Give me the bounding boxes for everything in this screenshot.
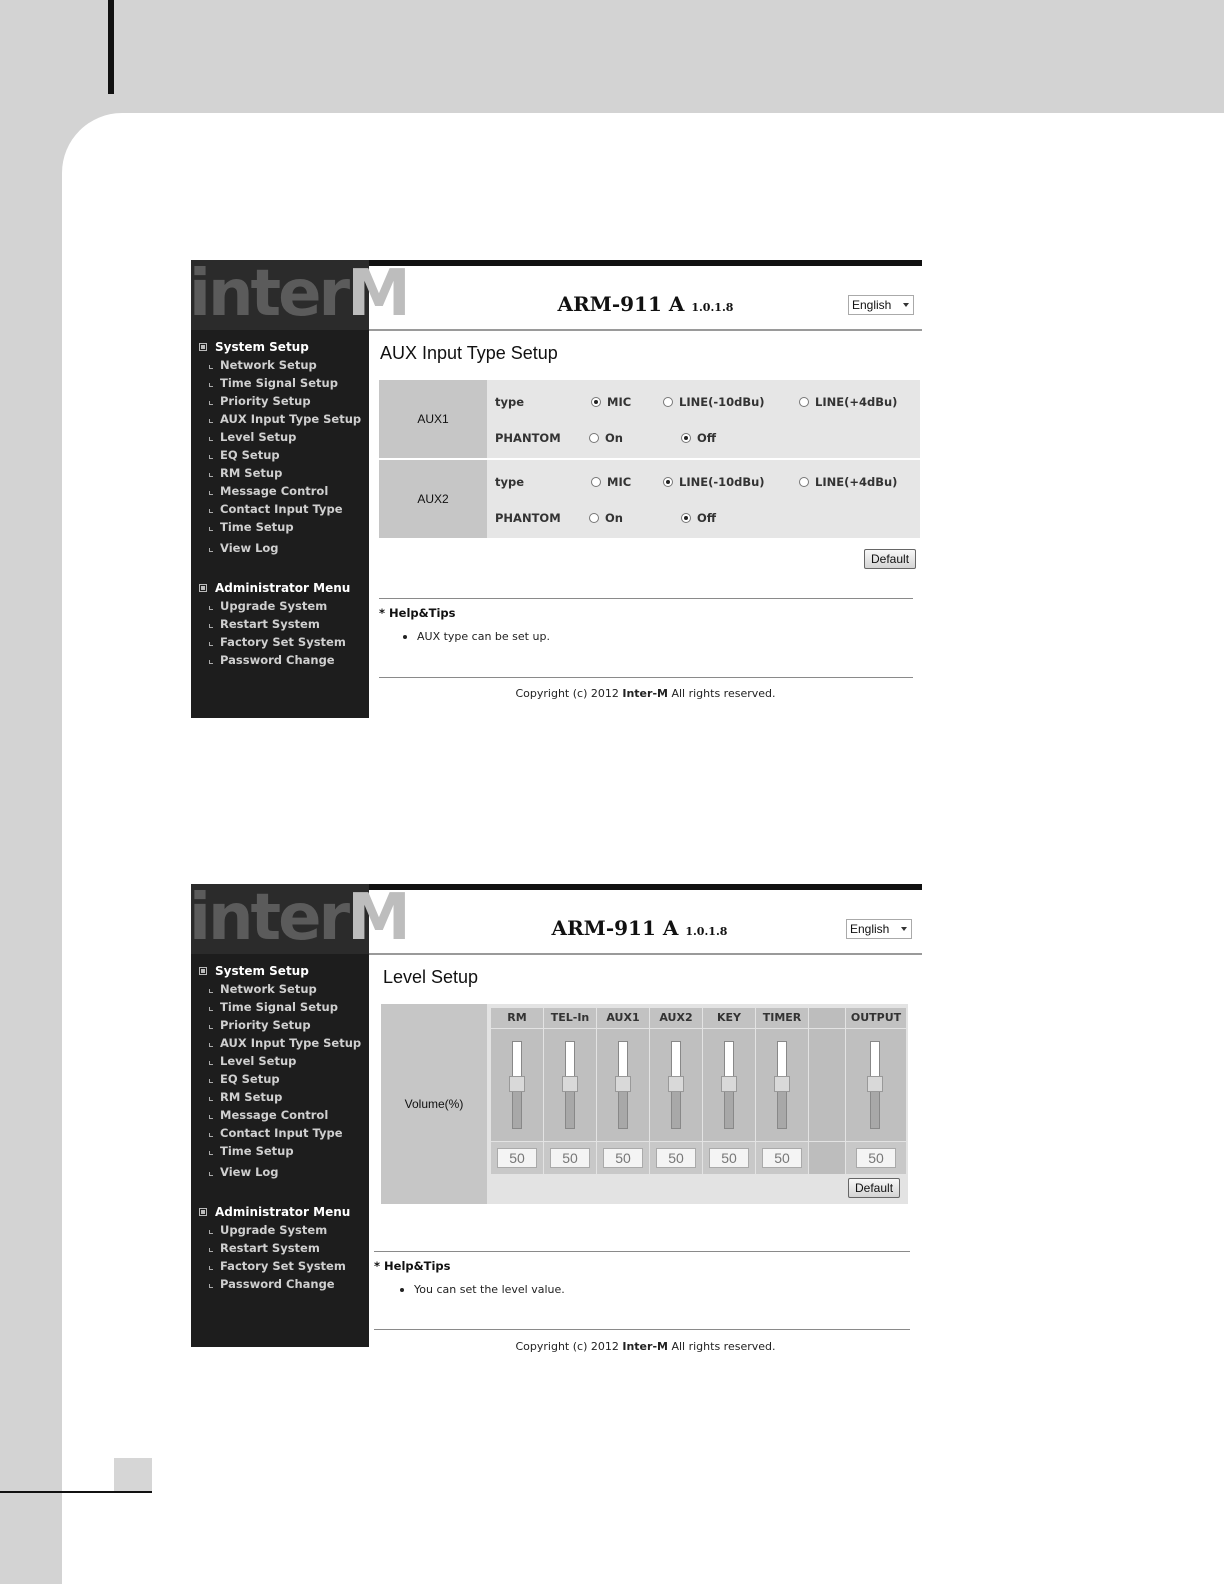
- bullet-icon: [209, 989, 213, 993]
- slider-upper: [618, 1041, 628, 1081]
- level-value-input[interactable]: 50: [709, 1148, 749, 1168]
- sidebar-item-eq-setup[interactable]: EQ Setup: [191, 1070, 369, 1088]
- bullet-icon: [209, 509, 213, 513]
- slider-area: [703, 1029, 755, 1141]
- bullet-icon: [209, 606, 213, 610]
- bullet-icon: [209, 642, 213, 646]
- sidebar-item-aux-input-type-setup[interactable]: AUX Input Type Setup: [191, 410, 369, 428]
- value-area: [491, 1142, 543, 1174]
- divider: [374, 1329, 910, 1330]
- volume-label: Volume(%): [381, 1004, 487, 1204]
- sidebar-item-time-setup[interactable]: Time Setup: [191, 1142, 369, 1160]
- slider-upper: [870, 1041, 880, 1081]
- channel-header: KEY: [703, 1008, 755, 1028]
- bullet-icon: [209, 660, 213, 664]
- bullet-icon: [209, 527, 213, 531]
- radio-icon: [663, 397, 673, 407]
- value-area: [544, 1142, 596, 1174]
- sidebar-item-factory-set-system[interactable]: Factory Set System: [191, 633, 369, 651]
- slider-thumb[interactable]: [509, 1076, 525, 1092]
- help-title: * Help&Tips: [379, 606, 456, 620]
- help-item: You can set the level value.: [400, 1283, 565, 1296]
- aux-label: AUX2: [379, 460, 487, 538]
- logo-text: interM: [189, 257, 408, 331]
- sidebar-item-upgrade-system[interactable]: Upgrade System: [191, 597, 369, 615]
- value-area: [846, 1142, 906, 1174]
- aux-table: [379, 380, 920, 540]
- product-title: ARM-911 A 1.0.1.8: [557, 292, 734, 316]
- channel-header-empty: [809, 1008, 845, 1028]
- system-setup-group: [191, 962, 369, 1181]
- phantom-label: PHANTOM: [495, 431, 561, 445]
- level-channel-rm: [491, 1008, 543, 1174]
- chevron-down-icon: [901, 927, 907, 931]
- admin-menu-group: [191, 579, 369, 669]
- aux1-phantom-off[interactable]: Off: [681, 431, 716, 445]
- main-content: [369, 884, 922, 1353]
- divider: [374, 1251, 910, 1252]
- bullet-icon: [403, 635, 407, 639]
- bullet-icon: [209, 491, 213, 495]
- default-button[interactable]: Default: [864, 549, 916, 569]
- default-button[interactable]: Default: [848, 1178, 900, 1198]
- page-footer-line: [0, 1491, 152, 1493]
- level-value-input[interactable]: 50: [603, 1148, 643, 1168]
- slider-lower: [512, 1089, 522, 1129]
- channel-header: AUX2: [650, 1008, 702, 1028]
- slider-thumb[interactable]: [668, 1076, 684, 1092]
- sidebar-menu: [191, 338, 369, 683]
- bullet-icon: [209, 1007, 213, 1011]
- folder-icon: [199, 584, 207, 592]
- aux1-type-mic[interactable]: MIC: [591, 395, 631, 409]
- system-setup-group: [191, 338, 369, 557]
- level-channel-key: [703, 1008, 755, 1174]
- slider-upper: [724, 1041, 734, 1081]
- bullet-icon: [209, 1266, 213, 1270]
- slider-lower: [565, 1089, 575, 1129]
- phantom-label: PHANTOM: [495, 511, 561, 525]
- bullet-icon: [209, 1097, 213, 1101]
- spacer-foot: [809, 1142, 845, 1174]
- sidebar-item-time-setup[interactable]: Time Setup: [191, 518, 369, 536]
- bullet-icon: [209, 1230, 213, 1234]
- bullet-icon: [209, 1284, 213, 1288]
- header: [369, 890, 922, 955]
- bullet-icon: [209, 473, 213, 477]
- radio-selected-icon: [681, 513, 691, 523]
- sidebar-item-level-setup[interactable]: Level Setup: [191, 428, 369, 446]
- bullet-icon: [209, 1151, 213, 1155]
- radio-icon: [591, 477, 601, 487]
- bullet-icon: [209, 1248, 213, 1252]
- sidebar-item-time-signal-setup[interactable]: Time Signal Setup: [191, 998, 369, 1016]
- type-label: type: [495, 475, 525, 489]
- aux-fields: [487, 380, 920, 458]
- aux-row: [379, 460, 920, 538]
- slider-lower: [870, 1089, 880, 1129]
- sidebar-item-view-log[interactable]: View Log: [191, 1163, 369, 1181]
- value-area: [650, 1142, 702, 1174]
- sidebar-item-priority-setup[interactable]: Priority Setup: [191, 1016, 369, 1034]
- slider-lower: [618, 1089, 628, 1129]
- sidebar-item-network-setup[interactable]: Network Setup: [191, 356, 369, 374]
- folder-icon: [199, 1208, 207, 1216]
- logo-text: interM: [189, 881, 408, 955]
- level-grid: [491, 1008, 906, 1174]
- channel-header: TEL-In: [544, 1008, 596, 1028]
- sidebar-menu: [191, 962, 369, 1307]
- bullet-icon: [209, 1172, 213, 1176]
- bullet-icon: [209, 419, 213, 423]
- bullet-icon: [209, 548, 213, 552]
- slider-lower: [724, 1089, 734, 1129]
- radio-icon: [589, 433, 599, 443]
- sidebar-item-message-control[interactable]: Message Control: [191, 482, 369, 500]
- radio-icon: [589, 513, 599, 523]
- admin-menu-title[interactable]: Administrator Menu: [191, 579, 369, 597]
- value-area: [703, 1142, 755, 1174]
- admin-menu-title[interactable]: Administrator Menu: [191, 1203, 369, 1221]
- divider: [379, 677, 913, 678]
- bullet-icon: [209, 1133, 213, 1137]
- slider-area: [846, 1029, 906, 1141]
- aux-fields: [487, 460, 920, 538]
- sidebar-item-restart-system[interactable]: Restart System: [191, 1239, 369, 1257]
- slider-thumb[interactable]: [867, 1076, 883, 1092]
- sidebar-item-time-signal-setup[interactable]: Time Signal Setup: [191, 374, 369, 392]
- folder-icon: [199, 967, 207, 975]
- sidebar-item-restart-system[interactable]: Restart System: [191, 615, 369, 633]
- sidebar-item-rm-setup[interactable]: RM Setup: [191, 464, 369, 482]
- slider-lower: [671, 1089, 681, 1129]
- bullet-icon: [209, 437, 213, 441]
- value-area: [756, 1142, 808, 1174]
- sidebar-item-contact-input-type[interactable]: Contact Input Type: [191, 500, 369, 518]
- level-channel-timer: [756, 1008, 808, 1174]
- logo: [189, 881, 408, 955]
- bullet-icon: [209, 1079, 213, 1083]
- slider-area: [491, 1029, 543, 1141]
- slider-upper: [777, 1041, 787, 1081]
- page-title: Level Setup: [383, 967, 479, 987]
- level-channel-aux2: [650, 1008, 702, 1174]
- radio-icon: [799, 477, 809, 487]
- bullet-icon: [209, 1025, 213, 1029]
- level-value-input[interactable]: 50: [856, 1148, 896, 1168]
- aux1-type-line-minus10[interactable]: LINE(-10dBu): [663, 395, 765, 409]
- aux1-type-line-plus4[interactable]: LINE(+4dBu): [799, 395, 897, 409]
- channel-header: RM: [491, 1008, 543, 1028]
- sidebar-item-message-control[interactable]: Message Control: [191, 1106, 369, 1124]
- aux2-type-line-plus4[interactable]: LINE(+4dBu): [799, 475, 897, 489]
- aux1-phantom-on[interactable]: On: [589, 431, 623, 445]
- slider-lower: [777, 1089, 787, 1129]
- system-setup-title[interactable]: System Setup: [191, 338, 369, 356]
- bullet-icon: [209, 383, 213, 387]
- sidebar-item-view-log[interactable]: View Log: [191, 539, 369, 557]
- slider-upper: [671, 1041, 681, 1081]
- channel-header: TIMER: [756, 1008, 808, 1028]
- slider-area: [756, 1029, 808, 1141]
- level-spacer-column: [809, 1008, 845, 1174]
- spacer-body: [809, 1029, 845, 1141]
- level-channel-aux1: [597, 1008, 649, 1174]
- product-title: ARM-911 A 1.0.1.8: [551, 916, 728, 940]
- bullet-icon: [209, 401, 213, 405]
- language-select[interactable]: English: [846, 919, 912, 939]
- bullet-icon: [400, 1288, 404, 1292]
- chevron-down-icon: [903, 303, 909, 307]
- value-area: [597, 1142, 649, 1174]
- page-edge-bar: [108, 0, 114, 94]
- page-number-box: [114, 1458, 152, 1492]
- sidebar-item-priority-setup[interactable]: Priority Setup: [191, 392, 369, 410]
- admin-menu-group: [191, 1203, 369, 1293]
- sidebar-item-upgrade-system[interactable]: Upgrade System: [191, 1221, 369, 1239]
- help-item: AUX type can be set up.: [403, 630, 550, 643]
- header: [369, 266, 922, 331]
- level-setup-screenshot: [189, 881, 922, 1353]
- sidebar-item-eq-setup[interactable]: EQ Setup: [191, 446, 369, 464]
- aux2-type-line-minus10[interactable]: LINE(-10dBu): [663, 475, 765, 489]
- radio-selected-icon: [681, 433, 691, 443]
- radio-selected-icon: [591, 397, 601, 407]
- bullet-icon: [209, 1061, 213, 1065]
- sidebar-item-password-change[interactable]: Password Change: [191, 1275, 369, 1293]
- main-content: [369, 260, 922, 718]
- slider-area: [544, 1029, 596, 1141]
- sidebar-item-aux-input-type-setup[interactable]: AUX Input Type Setup: [191, 1034, 369, 1052]
- sidebar-item-password-change[interactable]: Password Change: [191, 651, 369, 669]
- channel-header: AUX1: [597, 1008, 649, 1028]
- aux-setup-screenshot: [189, 257, 922, 718]
- radio-selected-icon: [663, 477, 673, 487]
- channel-header: OUTPUT: [846, 1008, 906, 1028]
- sidebar: [189, 881, 408, 1347]
- level-value-input[interactable]: 50: [762, 1148, 802, 1168]
- aux2-phantom-on[interactable]: On: [589, 511, 623, 525]
- slider-thumb[interactable]: [615, 1076, 631, 1092]
- bullet-icon: [209, 365, 213, 369]
- system-setup-title[interactable]: System Setup: [191, 962, 369, 980]
- level-value-input[interactable]: 50: [550, 1148, 590, 1168]
- sidebar: [189, 257, 408, 718]
- bullet-icon: [209, 455, 213, 459]
- help-title: * Help&Tips: [374, 1259, 451, 1273]
- copyright: Copyright (c) 2012 Inter-M All rights reserved.: [515, 1340, 776, 1353]
- bullet-icon: [209, 1115, 213, 1119]
- bullet-icon: [209, 624, 213, 628]
- radio-icon: [799, 397, 809, 407]
- slider-upper: [565, 1041, 575, 1081]
- page-title: AUX Input Type Setup: [380, 343, 558, 363]
- slider-thumb[interactable]: [562, 1076, 578, 1092]
- level-channel-output: [846, 1008, 906, 1174]
- level-channel-tel-in: [544, 1008, 596, 1174]
- sidebar-item-factory-set-system[interactable]: Factory Set System: [191, 1257, 369, 1275]
- sidebar-item-level-setup[interactable]: Level Setup: [191, 1052, 369, 1070]
- level-value-input[interactable]: 50: [656, 1148, 696, 1168]
- type-label: type: [495, 395, 525, 409]
- sidebar-item-contact-input-type[interactable]: Contact Input Type: [191, 1124, 369, 1142]
- folder-icon: [199, 343, 207, 351]
- logo: [189, 257, 408, 331]
- aux-row: [379, 380, 920, 458]
- aux2-type-mic[interactable]: MIC: [591, 475, 631, 489]
- aux2-phantom-off[interactable]: Off: [681, 511, 716, 525]
- slider-area: [597, 1029, 649, 1141]
- language-select[interactable]: English: [848, 295, 914, 315]
- slider-thumb[interactable]: [721, 1076, 737, 1092]
- bullet-icon: [209, 1043, 213, 1047]
- sidebar-item-network-setup[interactable]: Network Setup: [191, 980, 369, 998]
- level-panel: [381, 1004, 908, 1204]
- sidebar-item-rm-setup[interactable]: RM Setup: [191, 1088, 369, 1106]
- slider-thumb[interactable]: [774, 1076, 790, 1092]
- aux-label: AUX1: [379, 380, 487, 458]
- level-value-input[interactable]: 50: [497, 1148, 537, 1168]
- divider: [379, 598, 913, 599]
- slider-upper: [512, 1041, 522, 1081]
- slider-area: [650, 1029, 702, 1141]
- copyright: Copyright (c) 2012 Inter-M All rights reserved.: [515, 687, 776, 700]
